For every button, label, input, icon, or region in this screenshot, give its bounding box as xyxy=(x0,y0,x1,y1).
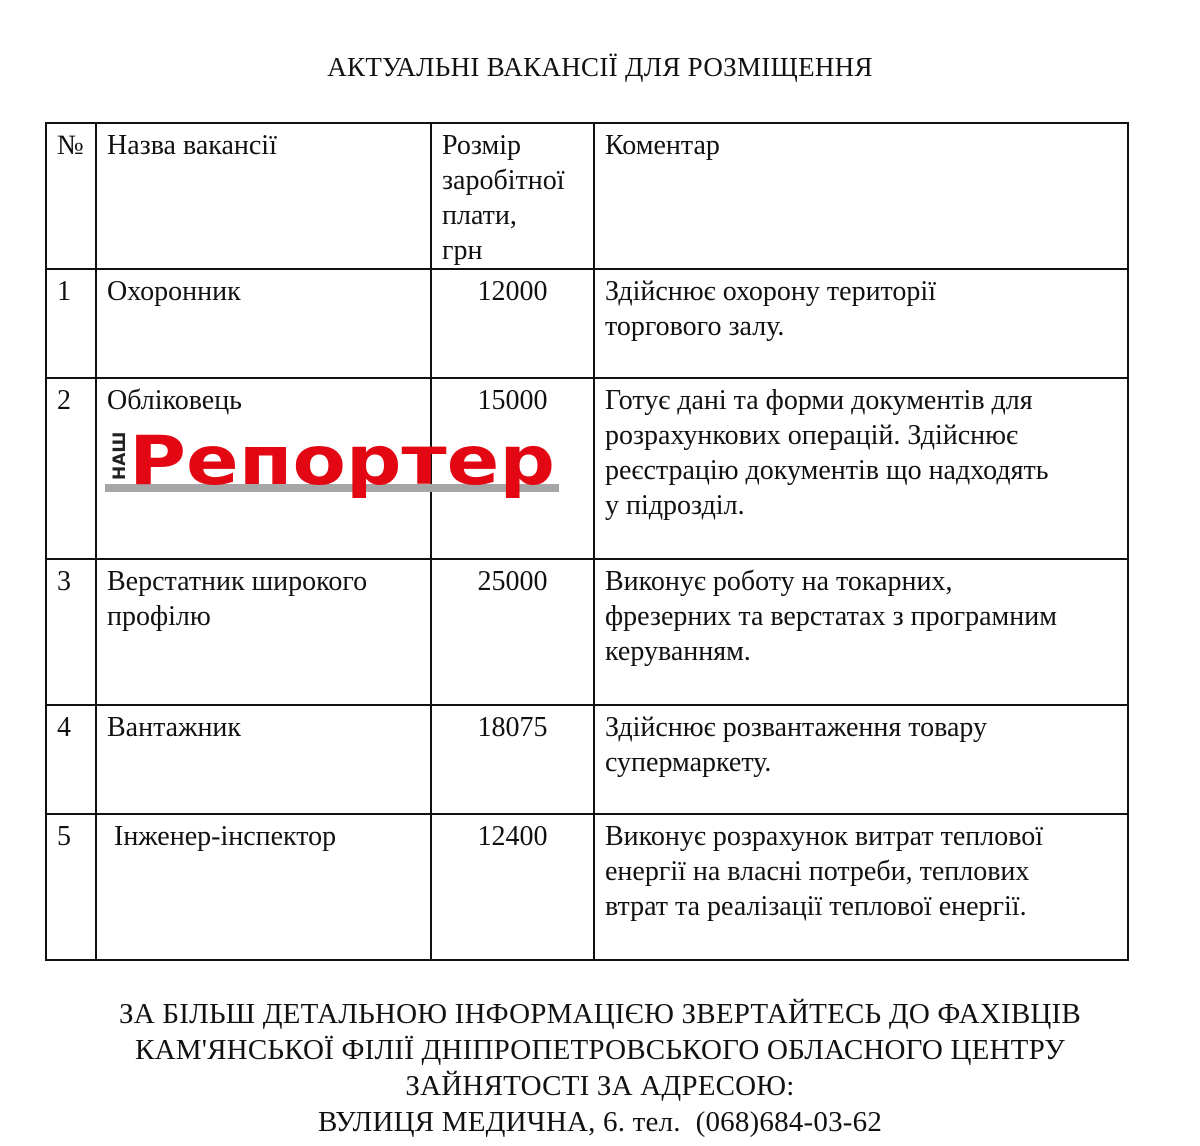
row-salary: 12400 xyxy=(431,814,594,960)
logo-big-text: Репортер xyxy=(129,422,555,501)
row-num: 5 xyxy=(46,814,96,960)
table-header-row xyxy=(46,123,1128,269)
row-num: 4 xyxy=(46,705,96,814)
comment-line: у підрозділ. xyxy=(605,490,745,521)
row-name: Охоронник xyxy=(96,269,431,378)
comment-line: Готує дані та форми документів для xyxy=(605,385,1033,416)
row-salary: 15000 xyxy=(431,378,594,559)
comment-line: супермаркету. xyxy=(605,747,772,778)
row-name: Обліковець xyxy=(107,385,242,416)
comment-line: торгового залу. xyxy=(605,311,785,342)
row-comment xyxy=(594,559,1128,705)
contact-footer xyxy=(0,996,1200,1140)
table-row xyxy=(46,378,1128,559)
row-num: 3 xyxy=(46,559,96,705)
footer-line: ЗАЙНЯТОСТІ ЗА АДРЕСОЮ: xyxy=(405,1070,795,1102)
comment-line: втрат та реалізації теплової енергії. xyxy=(605,891,1027,922)
table-row xyxy=(46,814,1128,960)
header-comment: Коментар xyxy=(594,123,1128,269)
name-line: профілю xyxy=(107,601,211,632)
comment-line: реєстрацію документів що надходять xyxy=(605,455,1049,486)
header-name: Назва вакансії xyxy=(96,123,431,269)
reporter-logo xyxy=(105,422,559,502)
row-salary: 25000 xyxy=(431,559,594,705)
header-salary-line: плати, xyxy=(442,200,517,231)
row-comment xyxy=(594,705,1128,814)
header-salary-line: заробітної xyxy=(442,165,565,196)
comment-line: розрахункових операцій. Здійснює xyxy=(605,420,1019,451)
row-salary: 18075 xyxy=(431,705,594,814)
row-comment xyxy=(594,378,1128,559)
header-salary xyxy=(431,123,594,269)
logo-small-text: НАШ xyxy=(110,431,130,480)
footer-line: КАМ'ЯНСЬКОЇ ФІЛІЇ ДНІПРОПЕТРОВСЬКОГО ОБЛАСНОГО ЦЕНТРУ xyxy=(135,1034,1065,1066)
name-line: Верстатник широкого xyxy=(107,566,368,597)
row-salary: 12000 xyxy=(431,269,594,378)
row-num: 2 xyxy=(46,378,96,559)
row-name xyxy=(96,559,431,705)
table-row xyxy=(46,269,1128,378)
comment-line: Здійснює охорону території xyxy=(605,276,936,307)
table-row xyxy=(46,559,1128,705)
row-name: Вантажник xyxy=(96,705,431,814)
header-num: № xyxy=(46,123,96,269)
row-num: 1 xyxy=(46,269,96,378)
footer-line: ЗА БІЛЬШ ДЕТАЛЬНОЮ ІНФОРМАЦІЄЮ ЗВЕРТАЙТЕСЬ ДО ФАХІВЦІВ xyxy=(119,998,1081,1030)
comment-line: енергії на власні потреби, теплових xyxy=(605,856,1030,887)
comment-line: фрезерних та верстатах з програмним xyxy=(605,601,1057,632)
comment-line: Виконує розрахунок витрат теплової xyxy=(605,821,1044,852)
row-name: Інженер-інспектор xyxy=(96,814,431,960)
comment-line: Виконує роботу на токарних, xyxy=(605,566,953,597)
table-row xyxy=(46,705,1128,814)
row-comment xyxy=(594,269,1128,378)
header-salary-line: Розмір xyxy=(442,130,522,161)
comment-line: керуванням. xyxy=(605,636,751,667)
comment-line: Здійснює розвантаження товару xyxy=(605,712,988,743)
row-comment xyxy=(594,814,1128,960)
page-title: АКТУАЛЬНІ ВАКАНСІЇ ДЛЯ РОЗМІЩЕННЯ xyxy=(327,52,873,82)
header-salary-line: грн xyxy=(442,235,483,266)
vacancies-table xyxy=(45,122,1129,961)
footer-line: ВУЛИЦЯ МЕДИЧНА, 6. тел. (068)684-03-62 xyxy=(317,1106,883,1138)
